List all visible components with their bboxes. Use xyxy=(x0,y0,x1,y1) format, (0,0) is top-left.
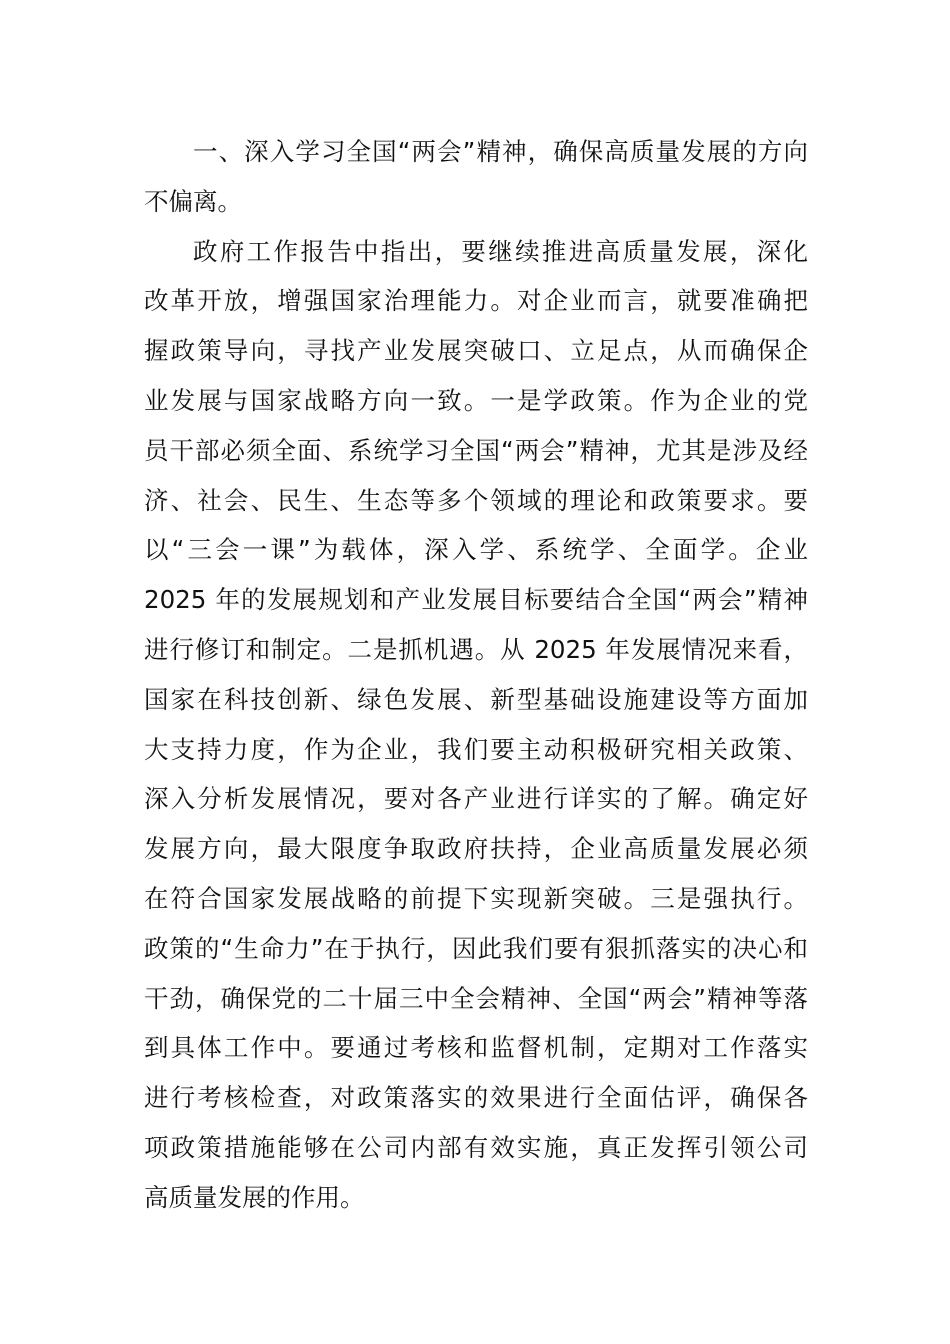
paragraph-line: 进行修订和制定。二是抓机遇。从 2025 年发展情况来看， xyxy=(144,634,808,664)
paragraph-line: 发展方向，最大限度争取政府扶持，企业高质量发展必须 xyxy=(144,834,808,864)
paragraph-line: 大支持力度，作为企业，我们要主动积极研究相关政策、 xyxy=(144,734,808,764)
paragraph-line: 项政策措施能够在公司内部有效实施，真正发挥引领公司 xyxy=(144,1132,808,1162)
paragraph-line: 到具体工作中。要通过考核和监督机制，定期对工作落实 xyxy=(144,1033,808,1063)
paragraph-line: 员干部必须全面、系统学习全国“两会”精神，尤其是涉及经 xyxy=(144,435,808,465)
paragraph-line: 干劲，确保党的二十届三中全会精神、全国“两会”精神等落 xyxy=(144,983,808,1013)
paragraph-line: 以“三会一课”为载体，深入学、系统学、全面学。企业 xyxy=(144,535,808,565)
paragraph-line: 深入分析发展情况，要对各产业进行详实的了解。确定好 xyxy=(144,784,808,814)
paragraph-line: 国家在科技创新、绿色发展、新型基础设施建设等方面加 xyxy=(144,684,808,714)
section-heading-line-1: 一、深入学习全国“两会”精神，确保高质量发展的方向 xyxy=(193,137,808,166)
paragraph-line: 业发展与国家战略方向一致。一是学政策。作为企业的党 xyxy=(144,385,808,415)
paragraph-line-last: 高质量发展的作用。 xyxy=(144,1182,365,1212)
section-heading-line-2: 不偏离。 xyxy=(144,186,242,216)
paragraph-line: 政策的“生命力”在于执行，因此我们要有狠抓落实的决心和 xyxy=(144,933,808,963)
body-text xyxy=(144,127,808,1223)
paragraph-line: 济、社会、民生、生态等多个领域的理论和政策要求。要 xyxy=(144,485,808,515)
paragraph-line: 进行考核检查，对政策落实的效果进行全面估评，确保各 xyxy=(144,1083,808,1113)
paragraph-line: 在符合国家发展战略的前提下实现新突破。三是强执行。 xyxy=(144,883,808,913)
paragraph-line: 握政策导向，寻找产业发展突破口、立足点，从而确保企 xyxy=(144,336,808,366)
paragraph-line: 改革开放，增强国家治理能力。对企业而言，就要准确把 xyxy=(144,286,808,316)
paragraph-line: 2025 年的发展规划和产业发展目标要结合全国“两会”精神 xyxy=(144,585,808,615)
paragraph-line: 政府工作报告中指出，要继续推进高质量发展，深化 xyxy=(193,236,808,266)
